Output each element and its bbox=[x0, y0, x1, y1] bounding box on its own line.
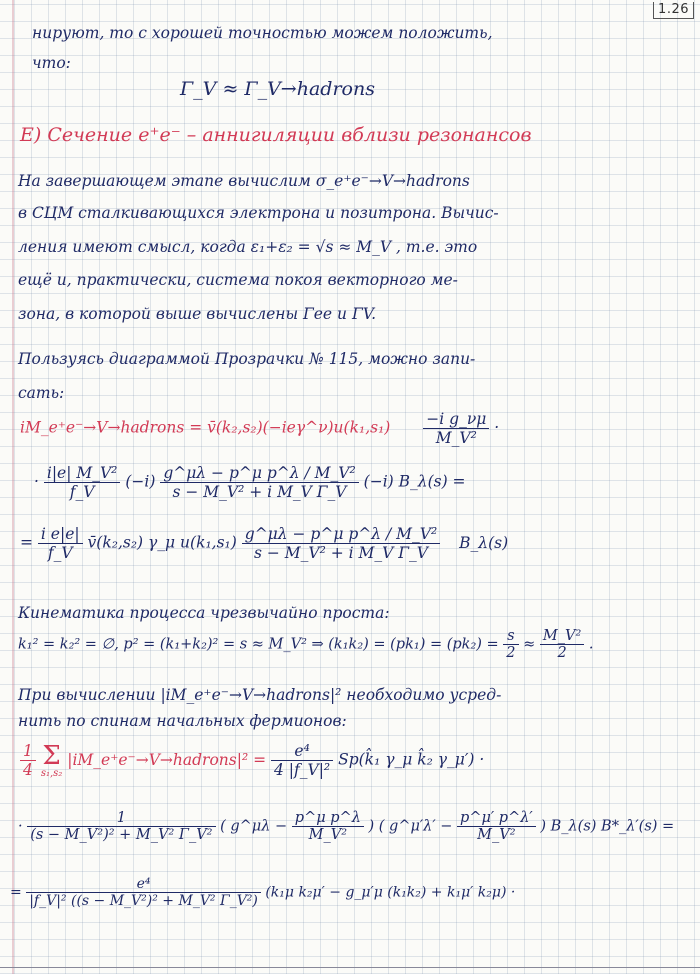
breit-wigner-fraction: $\frac{1}{\text{(s − M\_V²)² + M\_V² Γ\_V²}}$ bbox=[27, 810, 215, 843]
text-line: Пользуясь диаграммой Прозрачки № 115, можно запи- bbox=[18, 350, 476, 368]
text-line: ления имеют смысл, когда ε₁+ε₂ = √s ≈ M_V , т.е. это bbox=[18, 238, 478, 256]
kinematics-equation: k₁² = k₂² = ∅, p² = (k₁+k₂)² = s ≈ M_V² ⇒ (k₁k₂) = (pk₁) = (pk₂) = $\frac{s}{2}$ ≈ $\frac{\text{M\_V²}}{2}$ . bbox=[18, 628, 594, 661]
vertex-equation: · $\frac{\text{i|e| M\_V²}}{f\_V}$ (−i) $\frac{\text{g\textasciicircum{}μλ − p\textasciicircum{}μ p\textasciicircum{}λ / M\_V²}}{\text{s − M\_V² + i M\_V Γ\_V}}$ (−i) B_λ(s) = bbox=[34, 464, 466, 501]
amplitude-equation: iM_e⁺e⁻→V→hadrons = v̄(k₂,s₂)(−ieγ^ν)u(k₁,s₁) $\frac{\text{−i g\_νμ}}{\text{M\_V²}}$ · bbox=[20, 410, 500, 447]
text-line: зона, в которой выше вычислены Γee и ΓV. bbox=[18, 305, 377, 323]
fraction: $\frac{p\^{}\mu' p\^{}\lambda'}{\text{M\_V²}}$ bbox=[457, 810, 536, 843]
final-equation: = $\frac{\text{e⁴}}{\text{|f\_V|² ((s − M\_V²)² + M\_V² Γ\_V²)}}$ (k₁μ k₂μ′ − g_μ′μ (k₁k₂) + k₁μ′ k₂μ) · bbox=[10, 876, 516, 909]
bottom-rule bbox=[0, 967, 700, 968]
vertex-fraction: $\frac{\text{i|e| M\_V²}}{f\_V}$ bbox=[44, 464, 121, 501]
text-line: сать: bbox=[18, 384, 65, 402]
text-line: ещё и, практически, система покоя векторного ме- bbox=[18, 271, 458, 289]
propagator-fraction: $\frac{\text{−i g\_νμ}}{\text{M\_V²}}$ bbox=[423, 410, 489, 447]
sum-symbol: Σ s₁,s₂ bbox=[40, 740, 63, 779]
text-line: При вычислении |iM_e⁺e⁻→V→hadrons|² необходимо усред- bbox=[18, 686, 502, 704]
propagator-fraction: $\frac{\text{g\textasciicircum{}μλ − p\textasciicircum{}μ p\textasciicircum{}λ / M\_V²}}{\text{s − M\_V² + i M\_V Γ\_V}}$ bbox=[160, 464, 358, 501]
propagator-fraction: $\frac{\text{g\textasciicircum{}μλ − p\textasciicircum{}μ p\textasciicircum{}λ / M\_V²}}{\text{s − M\_V² + i M\_V Γ\_V}}$ bbox=[242, 525, 440, 562]
page-number: 1.26 bbox=[653, 2, 694, 19]
section-heading: E) Сечение e⁺e⁻ – аннигиляции вблизи резонансов bbox=[20, 124, 532, 146]
text-line: нируют, то с хорошей точностью можем положить, bbox=[32, 24, 493, 42]
text-line: нить по спинам начальных фермионов: bbox=[18, 712, 347, 730]
amplitude-lhs: iM_e⁺e⁻→V→hadrons = v̄(k₂,s₂)(−ieγ^ν)u(k₁,s₁) bbox=[20, 418, 391, 437]
text-line: в СЦМ сталкивающихся электрона и позитрона. Вычис- bbox=[18, 204, 499, 222]
final-fraction: $\frac{\text{e⁴}}{\text{|f\_V|² ((s − M\_V²)² + M\_V² Γ\_V²)}}$ bbox=[26, 876, 261, 909]
spin-average-equation: $\frac{1}{4}$ Σ s₁,s₂ |iM_e⁺e⁻→V→hadrons|² = $\frac{\text{e⁴}}{\text{4 |f\_V|²}}$ Sp(k̂₁ γ_μ k̂₂ γ_μ′) · bbox=[20, 742, 484, 779]
amplitude-result: = $\frac{\text{i e|e|}}{f\_V}$ v̄(k₂,s₂) γ_μ u(k₁,s₁) $\frac{\text{g\textasciicircum{}μλ − p\textasciicircum{}μ p\textasciicircum{}λ / M\_V²}}{\text{s − M\_V² + i M\_V Γ\_V}}$ B_λ(s) bbox=[20, 525, 509, 562]
coupling-fraction: $\frac{\text{i e|e|}}{f\_V}$ bbox=[38, 525, 83, 562]
coupling-fraction: $\frac{\text{e⁴}}{\text{4 |f\_V|²}}$ bbox=[271, 742, 333, 779]
text-line: что: bbox=[32, 54, 71, 72]
text-line: Кинематика процесса чрезвычайно проста: bbox=[18, 604, 390, 622]
fraction: $\frac{\text{p\textasciicircum{}μ p\textasciicircum{}λ}}{\text{M\_V²}}$ bbox=[292, 810, 364, 843]
trace-equation: · $\frac{1}{\text{(s − M\_V²)² + M\_V² Γ\_V²}}$ ( g^μλ − $\frac{\text{p\textasciicircum{}μ p\textasciicircum{}λ}}{\text{M\_V²}}$ ) ( g^μ′λ′ − $\frac{p\^{}\mu' p\^{}\lambda'}{\text{M\_V²}}$ ) B_λ(s) B*_λ′(s) = bbox=[18, 810, 675, 843]
margin-line bbox=[12, 0, 14, 974]
text-line: На завершающем этапе вычислим σ_e⁺e⁻→V→hadrons bbox=[18, 172, 470, 190]
gamma-equation: Γ_V ≈ Γ_V→hadrons bbox=[180, 78, 375, 100]
fraction: $\frac{s}{2}$ bbox=[503, 628, 518, 661]
average-factor: $\frac{1}{4}$ bbox=[20, 742, 36, 779]
fraction: $\frac{\text{M\_V²}}{2}$ bbox=[540, 628, 584, 661]
